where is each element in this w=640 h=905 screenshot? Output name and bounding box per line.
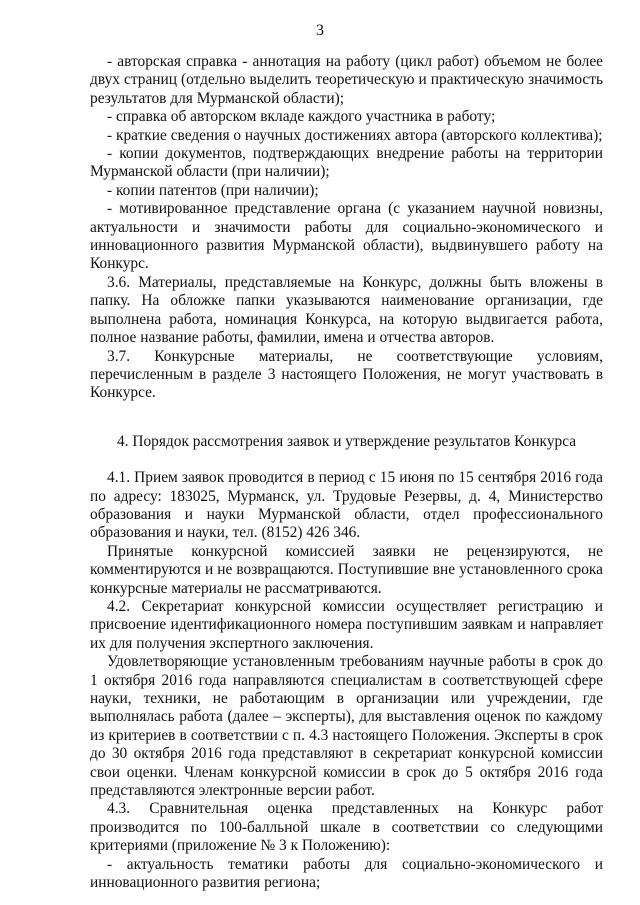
document-body bbox=[90, 53, 603, 892]
paragraph-3-6-materials: 3.6. Материалы, представляемые на Конкурс, должны быть вложены в папку. На обложке папки указываются наименование организации, где выполнена работа, номинация Конкурса, на которую выдвигается работа, полное название работы, фамилии, имена и отчества авторов. bbox=[90, 273, 603, 347]
page-number: 3 bbox=[316, 22, 324, 39]
paragraph-expert-review: Удовлетворяющие установленным требованиям научные работы в срок до 1 октября 2016 года направляются специалистам в соответствующей сфере науки, техники, не работающим в организации или учреждении, где выполнялась работа (далее – эксперты), для выставления оценок по каждому из критериев в соответствии с п. 4.3 настоящего Положения. Эксперты в срок до 30 октября 2016 года представляют в секретариат конкурсной комиссии свои оценки. Членам конкурсной комиссии в срок до 5 октября 2016 года представляются электронные версии работ. bbox=[90, 653, 603, 800]
paragraph-not-reviewed: Принятые конкурсной комиссией заявки не рецензируются, не комментируются и не возвращаются. Поступившие вне установленного срока конкурсные материалы не рассматриваются. bbox=[90, 542, 603, 597]
paragraph-author-contribution: - справка об авторском вкладе каждого участника в работу; bbox=[107, 108, 496, 126]
paragraph-4-2-registration: 4.2. Секретариат конкурсной комиссии осуществляет регистрацию и присвоение идентификационного номера поступившим заявкам и направляет их для получения экспертного заключения. bbox=[90, 597, 603, 652]
paragraph-motivated-submission: - мотивированное представление органа (с указанием научной новизны, актуальности и значимости работы для социально-экономического и инновационного развития Мурманской области), выдвинувшего работу на Конкурс. bbox=[90, 200, 603, 273]
paragraph-author-annotation: - авторская справка - аннотация на работу (цикл работ) объемом не более двух страниц (отдельно выделить теоретическую и практическую значимость результатов для Мурманской области); bbox=[90, 53, 603, 107]
paragraph-implementation-docs: - копии документов, подтверждающих внедрение работы на территории Мурманской области (при наличии); bbox=[90, 145, 603, 181]
paragraph-4-3-evaluation: 4.3. Сравнительная оценка представленных на Конкурс работ производится по 100-балльной шкале в соответствии со следующими критериями (приложение № 3 к Положению): bbox=[90, 800, 603, 855]
section-4-heading: 4. Порядок рассмотрения заявок и утверждение результатов Конкурса bbox=[116, 432, 577, 450]
paragraph-criteria-relevance: - актуальность тематики работы для социально-экономического и инновационного развития региона; bbox=[90, 855, 603, 892]
paragraph-4-1-applications: 4.1. Прием заявок проводится в период с 15 июня по 15 сентября 2016 года по адресу: 183025, Мурманск, ул. Трудовые Резервы, д. 4, Министерство образования и науки Мурманской области, отдел профессионального образования и науки, тел. (8152) 426 346. bbox=[90, 469, 603, 542]
paragraph-3-7-nonconforming: 3.7. Конкурсные материалы, не соответствующие условиям, перечисленным в разделе 3 настоящего Положения, не могут участвовать в Конкурсе. bbox=[90, 347, 603, 402]
paragraph-brief-achievements: - краткие сведения о научных достижениях автора (авторского коллектива); bbox=[107, 126, 603, 144]
paragraph-patent-copies: - копии патентов (при наличии); bbox=[107, 181, 319, 199]
